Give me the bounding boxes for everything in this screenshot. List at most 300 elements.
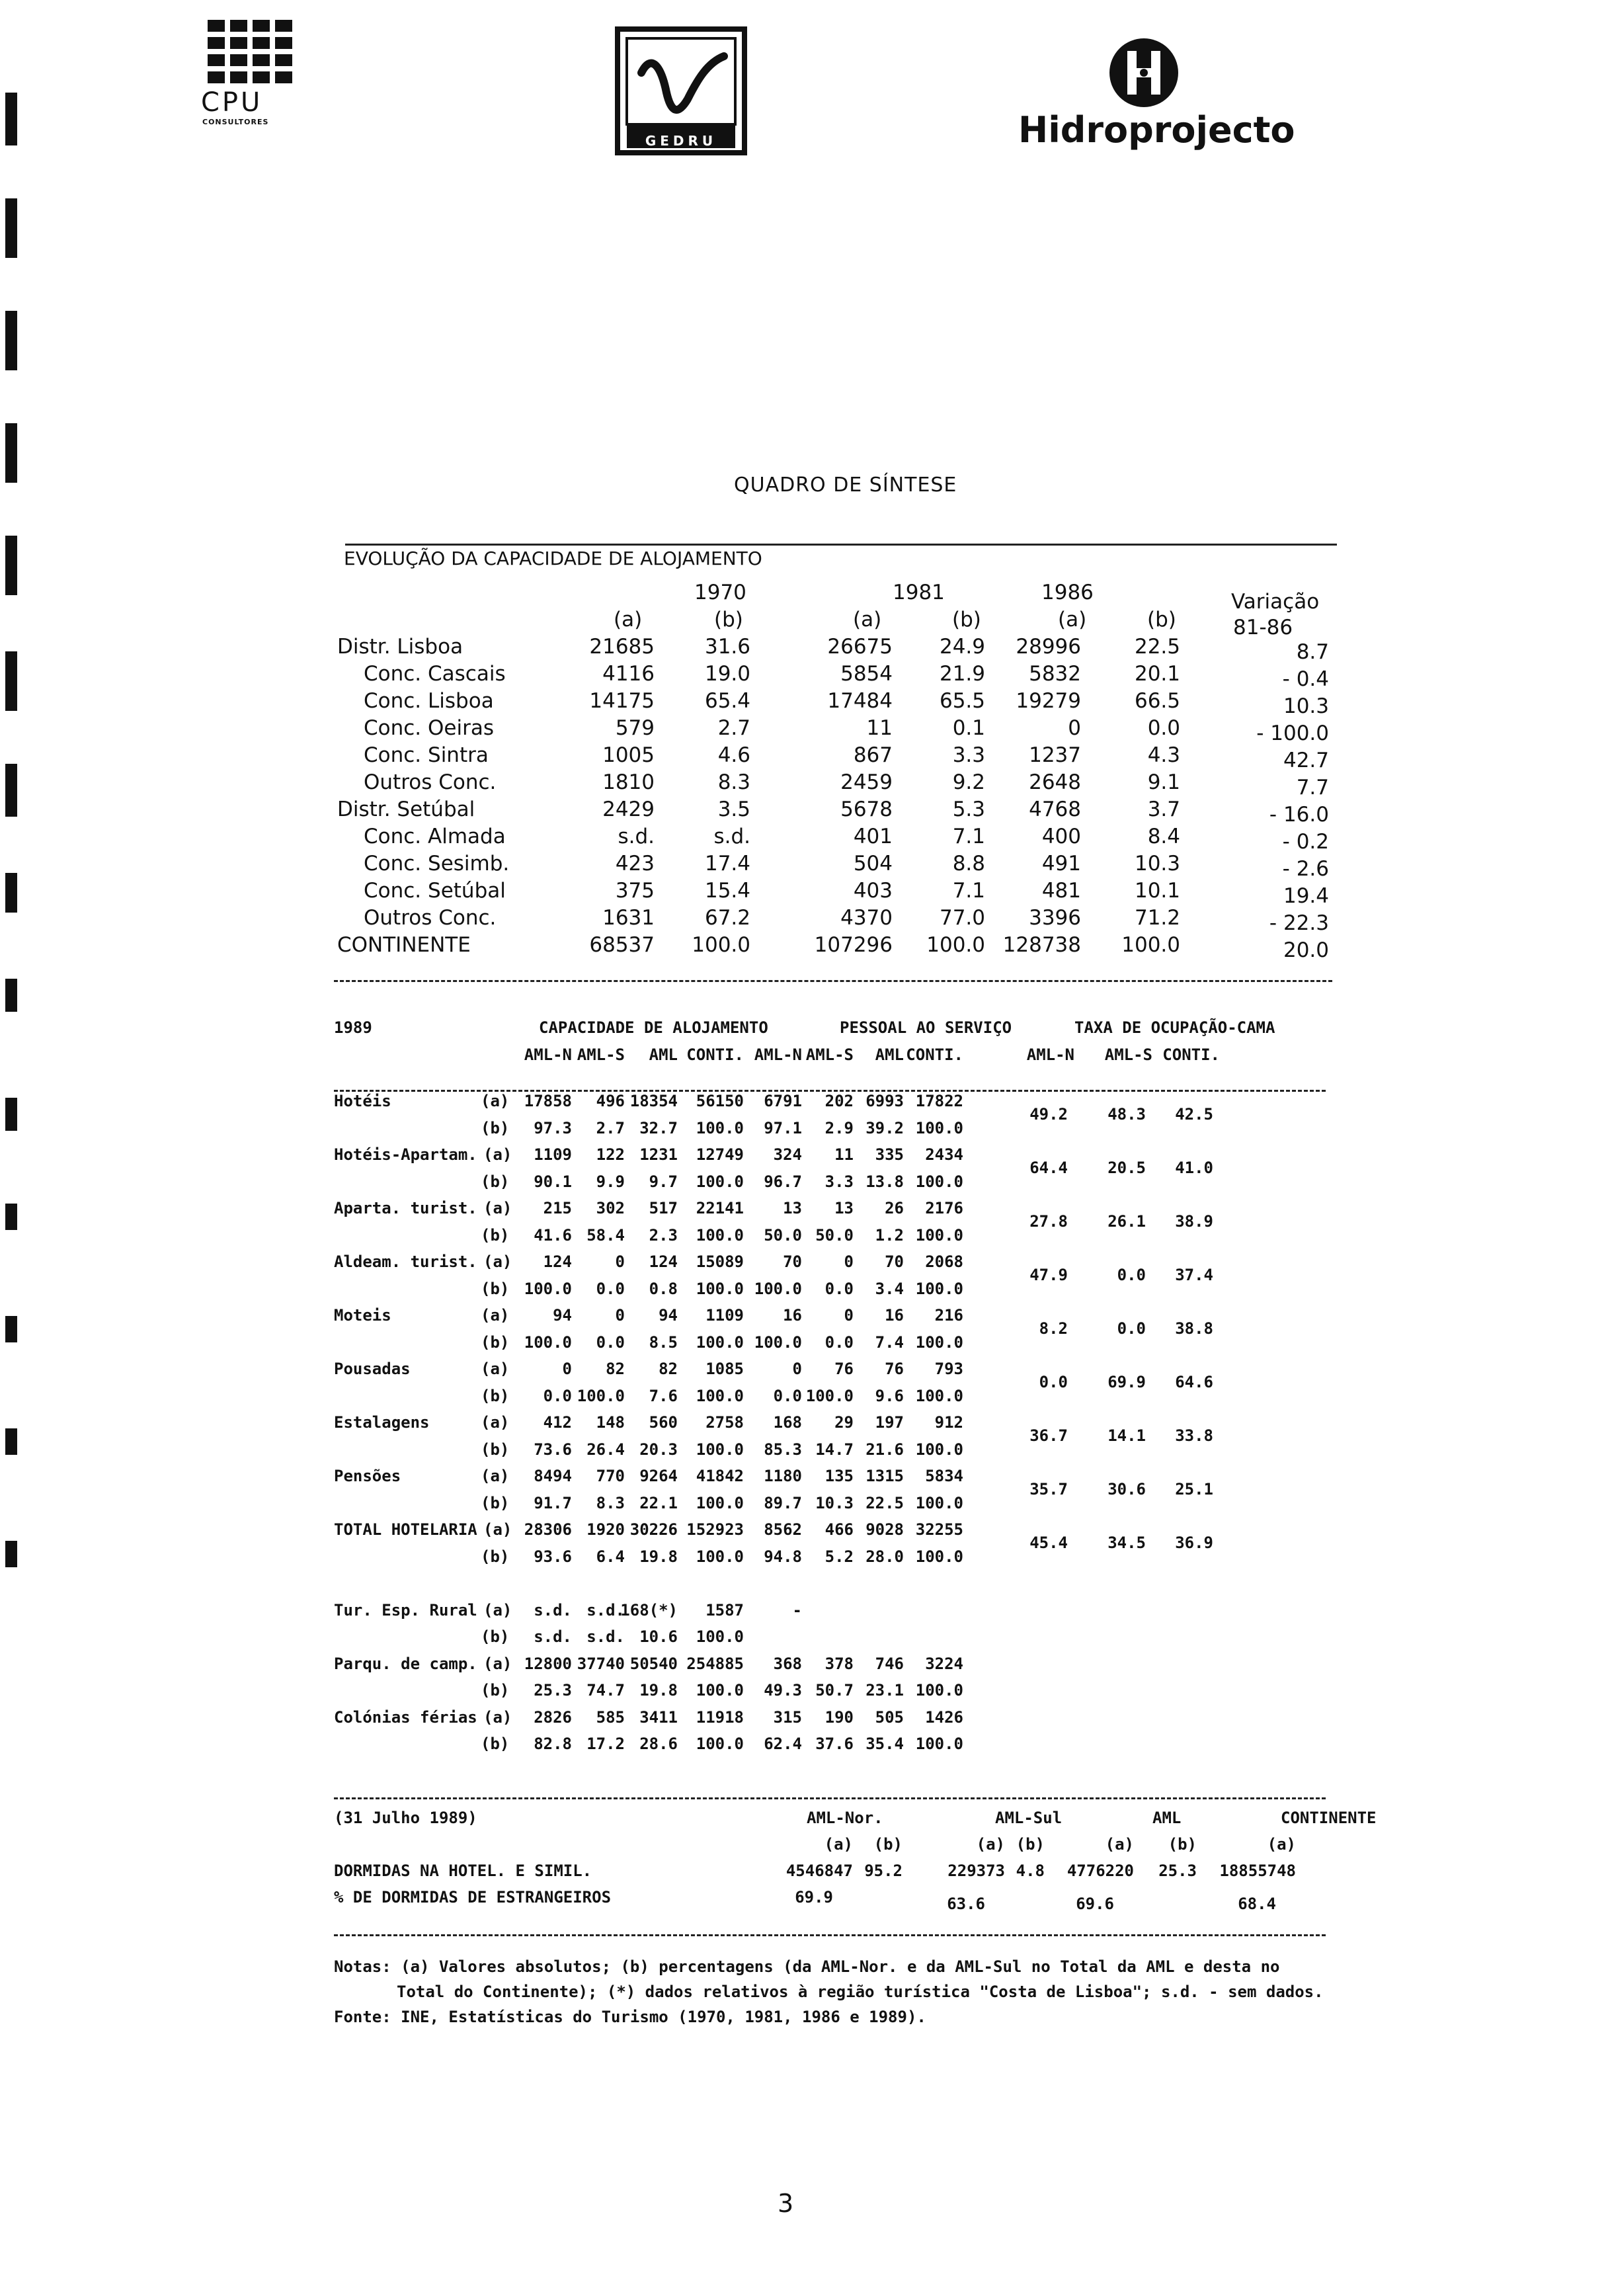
table-cell: 35.7: [1029, 1480, 1068, 1498]
table-cell: 3.7: [1147, 798, 1180, 821]
table-cell: 100.0: [915, 1681, 963, 1700]
table-cell: 9.2: [952, 770, 985, 794]
table-cell: 0.0: [824, 1332, 854, 1352]
binding-mark: [5, 1316, 17, 1342]
table-subheader: [334, 1046, 1352, 1073]
table-cell: 100.0: [915, 1547, 963, 1566]
table-cell: 11918: [696, 1707, 744, 1727]
table-cell: 65.5: [939, 689, 985, 713]
col-header: AML-S: [1104, 1045, 1152, 1064]
table-cell: 3.3: [952, 743, 985, 767]
table-cell: 867: [853, 743, 893, 767]
row-label: TOTAL HOTELARIA: [334, 1520, 477, 1539]
table-cell: 9264: [639, 1467, 678, 1485]
table-cell: 37.4: [1175, 1266, 1213, 1284]
table-cell: 9.9: [596, 1172, 625, 1191]
table-cell: 18855748: [1219, 1862, 1296, 1880]
table-row: [334, 1306, 1352, 1338]
table-cell: 2429: [602, 798, 655, 821]
table-cell: 17.2: [586, 1735, 625, 1753]
table-cell: 585: [596, 1707, 625, 1727]
table-cell: 100.0: [577, 1386, 625, 1405]
table-cell: 2.7: [717, 716, 750, 740]
table-cell: 481: [1041, 879, 1081, 903]
row-label: Conc. Lisboa: [364, 689, 494, 713]
table-cell: 1180: [764, 1467, 802, 1485]
table-cell: 496: [596, 1092, 625, 1110]
table-cell: 24.9: [939, 635, 985, 659]
table-row: [334, 1467, 1352, 1498]
table-row: [337, 743, 1336, 770]
table-cell: 254885: [686, 1654, 744, 1673]
table-cell: 0.0: [824, 1279, 854, 1298]
row-suffix: (b): [481, 1172, 510, 1191]
row-label: Estalagens: [334, 1413, 430, 1432]
gedru-logo: [615, 26, 747, 155]
table-header-years: [337, 581, 1336, 614]
table-cell: 32255: [915, 1520, 963, 1539]
table-cell: 49.2: [1029, 1105, 1068, 1124]
table-cell: 9028: [865, 1520, 904, 1539]
table-1989: [334, 1018, 1352, 1762]
table-cell: 100.0: [696, 1332, 744, 1352]
table-cell: 22141: [696, 1199, 744, 1217]
row-suffix: (a): [483, 1520, 512, 1539]
row-suffix: (b): [481, 1118, 510, 1137]
table-cell: 69.9: [795, 1888, 833, 1906]
table-cell: 1005: [602, 743, 655, 767]
table-cell: 29: [834, 1413, 854, 1432]
table-cell: 8494: [534, 1467, 572, 1485]
table-row: [334, 1333, 1352, 1360]
table-row: [334, 1708, 1352, 1735]
binding-mark: [5, 979, 17, 1012]
table-cell: 0.0: [543, 1386, 572, 1405]
table-cell: 401: [853, 825, 893, 848]
table-cell: 6791: [764, 1092, 802, 1110]
table-row: [334, 1601, 1352, 1628]
notes-line: Total do Continente); (*) dados relativos à região turística "Costa de Lisboa"; s.d. - sem dados.: [397, 1983, 1324, 2001]
row-label: Aldeam. turist.: [334, 1252, 477, 1271]
table-cell: 7.1: [952, 825, 985, 848]
table-cell: 63.6: [947, 1895, 985, 1913]
col-header: (b): [1168, 1835, 1197, 1854]
table-cell: 100.0: [696, 1118, 744, 1137]
table-cell: 1810: [602, 770, 655, 794]
table-cell: 95.2: [864, 1862, 903, 1880]
table-cell: 42.5: [1175, 1105, 1213, 1124]
table-cell: - 0.4: [1282, 667, 1329, 691]
table-cell: 8562: [764, 1520, 802, 1539]
row-suffix: (a): [481, 1413, 510, 1432]
table-row: [337, 770, 1336, 798]
row-label: Outros Conc.: [364, 770, 497, 794]
table-row: [334, 1547, 1352, 1575]
row-suffix: (b): [481, 1627, 510, 1646]
table-cell: 579: [615, 716, 655, 740]
year-label: 1989: [334, 1018, 372, 1037]
table-cell: 37740: [577, 1654, 625, 1673]
table-cell: 15089: [696, 1252, 744, 1271]
table-cell: 68537: [589, 933, 655, 957]
row-label: Conc. Almada: [364, 825, 506, 848]
table-cell: 3.4: [875, 1279, 904, 1298]
header-aml-nor: AML-Nor.: [807, 1809, 883, 1827]
table-cell: 335: [875, 1145, 904, 1164]
cpu-logo: [198, 20, 298, 126]
table-cell: 505: [875, 1707, 904, 1727]
table-cell: 8.5: [649, 1332, 678, 1352]
table-cell: 82.8: [534, 1735, 572, 1753]
binding-mark: [5, 1428, 17, 1455]
table-cell: 0.0: [1147, 716, 1180, 740]
table-cell: 76: [885, 1360, 904, 1378]
table-cell: 28306: [524, 1520, 572, 1539]
table-cell: 34.5: [1107, 1534, 1146, 1552]
table-cell: 19279: [1016, 689, 1081, 713]
divider: [334, 980, 1332, 982]
col-header: (b): [1016, 1835, 1045, 1854]
table-cell: 21.6: [865, 1440, 904, 1459]
table-cell: 8.2: [1039, 1319, 1068, 1338]
table-cell: 100.0: [696, 1627, 744, 1646]
table-cell: 122: [596, 1145, 625, 1164]
row-suffix: (b): [481, 1735, 510, 1753]
table-cell: 7.1: [952, 879, 985, 903]
table-cell: 517: [649, 1199, 678, 1217]
notes: [334, 1954, 1352, 2030]
table-cell: 70: [885, 1252, 904, 1271]
table-cell: 8.7: [1296, 640, 1329, 664]
table-cell: 0.0: [773, 1386, 802, 1405]
binding-marks: [0, 0, 73, 2296]
binding-mark: [5, 1098, 17, 1131]
col-header: (a): [1267, 1835, 1296, 1854]
table-cell: 94: [553, 1306, 572, 1325]
table-cell: 41.6: [534, 1225, 572, 1245]
row-label: Outros Conc.: [364, 906, 497, 930]
table-cell: 13.8: [865, 1172, 904, 1191]
table-cell: 1085: [705, 1360, 744, 1378]
table-cell: 70: [783, 1252, 802, 1271]
header-pessoal: PESSOAL AO SERVIÇO: [840, 1018, 1012, 1037]
table-cell: 1587: [705, 1600, 744, 1620]
table-cell: 38.9: [1175, 1212, 1213, 1231]
table-cell: 26: [885, 1199, 904, 1217]
table-cell: 1109: [705, 1306, 744, 1325]
table-cell: 74.7: [586, 1681, 625, 1700]
table-cell: 375: [615, 879, 655, 903]
table-cell: 197: [875, 1413, 904, 1432]
table-cell: 216: [934, 1306, 963, 1325]
table-cell: 152923: [686, 1520, 744, 1539]
table-cell: 128738: [1002, 933, 1081, 957]
table-header: [334, 1018, 1352, 1046]
table-cell: 3224: [925, 1654, 963, 1673]
table-cell: 47.9: [1029, 1266, 1068, 1284]
notes-line: Notas: (a) Valores absolutos; (b) percentagens (da AML-Nor. e da AML-Sul no Total da AML e desta no: [334, 1957, 1280, 1976]
col-header: AML-S: [805, 1045, 854, 1064]
table-cell: 100.0: [692, 933, 750, 957]
table-cell: 0.0: [1117, 1266, 1146, 1284]
table-cell: 90.1: [534, 1172, 572, 1191]
row-label: Conc. Sesimb.: [364, 852, 510, 876]
table-cell: 26.4: [586, 1440, 625, 1459]
table-cell: 31.6: [704, 635, 750, 659]
table-cell: 12800: [524, 1654, 572, 1673]
table-cell: 17484: [827, 689, 893, 713]
table-row: [337, 906, 1336, 933]
row-suffix: (a): [483, 1654, 512, 1673]
table-cell: 68.4: [1238, 1895, 1276, 1913]
table-cell: 107296: [814, 933, 893, 957]
table-cell: 35.4: [865, 1735, 904, 1753]
table-cell: 19.8: [639, 1681, 678, 1700]
table-cell: 33.8: [1175, 1426, 1213, 1445]
table-cell: 18354: [629, 1092, 678, 1110]
row-label: CONTINENTE: [337, 933, 471, 957]
divider: [334, 1934, 1326, 1936]
table-cell: 19.4: [1283, 884, 1329, 908]
table-row: [334, 1252, 1352, 1284]
table-cell: 62.4: [764, 1735, 802, 1753]
col-header: CONTI.: [686, 1045, 744, 1064]
table-cell: 4116: [602, 662, 655, 686]
col-header: CONTI.: [1162, 1045, 1220, 1064]
binding-mark: [5, 93, 17, 145]
col-header: AML: [875, 1045, 904, 1064]
table-row: [337, 933, 1336, 960]
table-row: [334, 1360, 1352, 1391]
table-cell: 1237: [1029, 743, 1081, 767]
header-aml-sul: AML-Sul: [995, 1809, 1063, 1827]
table-cell: 124: [649, 1252, 678, 1271]
col-header: AML-N: [754, 1045, 802, 1064]
table-cell: 0: [1068, 716, 1081, 740]
table-cell: 28.0: [865, 1547, 904, 1566]
table-cell: 100.0: [696, 1440, 744, 1459]
table-cell: 26.1: [1107, 1212, 1146, 1231]
table-cell: 0: [615, 1306, 625, 1325]
table-cell: 100.0: [696, 1279, 744, 1298]
table-cell: 82: [659, 1360, 678, 1378]
table-cell: 1920: [586, 1520, 625, 1539]
table-cell: 20.0: [1283, 938, 1329, 962]
page-number: 3: [778, 2189, 794, 2218]
table-cell: 71.2: [1134, 906, 1180, 930]
table-row: [334, 1119, 1352, 1146]
table-cell: 6.4: [596, 1547, 625, 1566]
table-cell: 229373: [947, 1862, 1005, 1880]
row-label: Parqu. de camp.: [334, 1654, 477, 1673]
table-cell: s.d.: [534, 1600, 572, 1620]
table-cell: 21685: [589, 635, 655, 659]
table-cell: 25.1: [1175, 1480, 1213, 1498]
table-cell: 7.4: [875, 1332, 904, 1352]
table-cell: 148: [596, 1413, 625, 1432]
table-cell: 93.6: [534, 1547, 572, 1566]
table-cell: 315: [773, 1707, 802, 1727]
table-cell: 10.6: [639, 1627, 678, 1646]
table-cell: 97.3: [534, 1118, 572, 1137]
table-cell: 11: [834, 1145, 854, 1164]
table-row: [334, 1655, 1352, 1682]
cpu-logo-text: CPU: [201, 87, 263, 118]
row-suffix: (a): [483, 1199, 512, 1217]
table-cell: 28996: [1016, 635, 1081, 659]
row-suffix: (a): [481, 1360, 510, 1378]
table-cell: 491: [1041, 852, 1081, 876]
table-cell: 73.6: [534, 1440, 572, 1459]
row-suffix: (b): [481, 1386, 510, 1405]
table-cell: - 2.6: [1282, 857, 1329, 881]
table-cell: 202: [824, 1092, 854, 1110]
table-row: [334, 1145, 1352, 1177]
col-sub-a: (a): [614, 608, 643, 632]
table-cell: 100.0: [915, 1172, 963, 1191]
table-row: [334, 1862, 1352, 1888]
table-cell: 100.0: [926, 933, 985, 957]
table-cell: 368: [773, 1654, 802, 1673]
table-cell: 1.2: [875, 1225, 904, 1245]
col-header: AML: [649, 1045, 678, 1064]
table-cell: 50.7: [815, 1681, 854, 1700]
table-row: [334, 1413, 1352, 1445]
table-cell: 19.0: [704, 662, 750, 686]
table-cell: 30226: [629, 1520, 678, 1539]
row-suffix: (b): [481, 1279, 510, 1298]
hidroprojecto-logo: [1018, 36, 1295, 151]
table-cell: 97.1: [764, 1118, 802, 1137]
row-label: Aparta. turist.: [334, 1199, 477, 1217]
table-cell: 7.6: [649, 1386, 678, 1405]
table-cell: 1426: [925, 1707, 963, 1727]
divider: [334, 1797, 1326, 1799]
table-cell: 96.7: [764, 1172, 802, 1191]
table-cell: 100.0: [524, 1279, 572, 1298]
table-cell: 793: [934, 1360, 963, 1378]
table-cell: 100.0: [524, 1332, 572, 1352]
table-cell: 135: [824, 1467, 854, 1485]
table-cell: 41842: [696, 1467, 744, 1485]
table-row: [337, 825, 1336, 852]
table-header-sub: [337, 608, 1336, 639]
row-suffix: (b): [481, 1225, 510, 1245]
table-cell: 94: [659, 1306, 678, 1325]
table-cell: 100.0: [915, 1332, 963, 1352]
table-cell: 2.9: [824, 1118, 854, 1137]
table-row: [334, 1681, 1352, 1708]
binding-mark: [5, 873, 17, 913]
table-cell: 5.2: [824, 1547, 854, 1566]
table-cell: 16: [783, 1306, 802, 1325]
table-row: [334, 1520, 1352, 1552]
table-cell: 0: [844, 1306, 854, 1325]
table-cell: 26675: [827, 635, 893, 659]
hidroprojecto-logo-text: Hidroprojecto: [1018, 109, 1295, 151]
row-suffix: (b): [481, 1493, 510, 1512]
row-label: Hotéis: [334, 1092, 391, 1110]
row-suffix: (a): [483, 1252, 512, 1271]
col-header: (b): [873, 1835, 903, 1854]
table-row: [337, 879, 1336, 906]
table-cell: 5854: [840, 662, 893, 686]
table-cell: 2068: [925, 1252, 963, 1271]
table-cell: 8.4: [1147, 825, 1180, 848]
binding-mark: [5, 1541, 17, 1567]
table-cell: 76: [834, 1360, 854, 1378]
table-cell: 0.0: [596, 1279, 625, 1298]
table-cell: 2826: [534, 1707, 572, 1727]
table-cell: 17.4: [704, 852, 750, 876]
table-cell: s.d.: [534, 1627, 572, 1646]
table-cell: 42.7: [1283, 749, 1329, 772]
table-cell: 39.2: [865, 1118, 904, 1137]
col-sub-b: (b): [714, 608, 743, 632]
table-cell: 1231: [639, 1145, 678, 1164]
table-cell: 14175: [589, 689, 655, 713]
row-suffix: (a): [483, 1145, 512, 1164]
table-cell: s.d.: [586, 1627, 625, 1646]
col-sub-b: (b): [1147, 608, 1176, 632]
section-title-evolucao: EVOLUÇÃO DA CAPACIDADE DE ALOJAMENTO: [344, 548, 762, 569]
table-row: [337, 798, 1336, 825]
table-cell: 100.0: [915, 1493, 963, 1512]
table-cell: -: [792, 1600, 802, 1620]
row-label: % DE DORMIDAS DE ESTRANGEIROS: [334, 1888, 612, 1906]
table-cell: 41.0: [1175, 1159, 1213, 1177]
table-cell: 20.5: [1107, 1159, 1146, 1177]
table-row: [334, 1199, 1352, 1231]
table-cell: 124: [543, 1252, 572, 1271]
col-header: AML-N: [524, 1045, 572, 1064]
table-cell: 100.0: [1121, 933, 1180, 957]
table-cell: s.d.: [713, 825, 750, 848]
table-cell: 1109: [534, 1145, 572, 1164]
table-cell: 14.7: [815, 1440, 854, 1459]
table-cell: - 100.0: [1256, 721, 1329, 745]
table-cell: 466: [824, 1520, 854, 1539]
row-suffix: (a): [483, 1707, 512, 1727]
col-header: (a): [976, 1835, 1005, 1854]
table-cell: 38.8: [1175, 1319, 1213, 1338]
row-label: Pousadas: [334, 1360, 411, 1378]
table-cell: 56150: [696, 1092, 744, 1110]
table-cell: 100.0: [696, 1681, 744, 1700]
table-cell: 100.0: [915, 1279, 963, 1298]
table-row: [337, 852, 1336, 879]
table-cell: 65.4: [704, 689, 750, 713]
table-cell: 504: [853, 852, 893, 876]
table-cell: 36.7: [1029, 1426, 1068, 1445]
binding-mark: [5, 536, 17, 595]
year-label: 1970: [694, 581, 746, 604]
table-cell: 2434: [925, 1145, 963, 1164]
table-cell: 100.0: [696, 1493, 744, 1512]
table-cell: - 0.2: [1282, 830, 1329, 854]
table-row: [334, 1735, 1352, 1762]
table-cell: 770: [596, 1467, 625, 1485]
binding-mark: [5, 1204, 17, 1230]
table-cell: 20.1: [1134, 662, 1180, 686]
table-row: [334, 1280, 1352, 1307]
table-cell: 403: [853, 879, 893, 903]
table-cell: 22.5: [1134, 635, 1180, 659]
table-cell: 85.3: [764, 1440, 802, 1459]
table-cell: 69.9: [1107, 1373, 1146, 1391]
table-cell: 100.0: [805, 1386, 854, 1405]
table-row: [334, 1092, 1352, 1124]
